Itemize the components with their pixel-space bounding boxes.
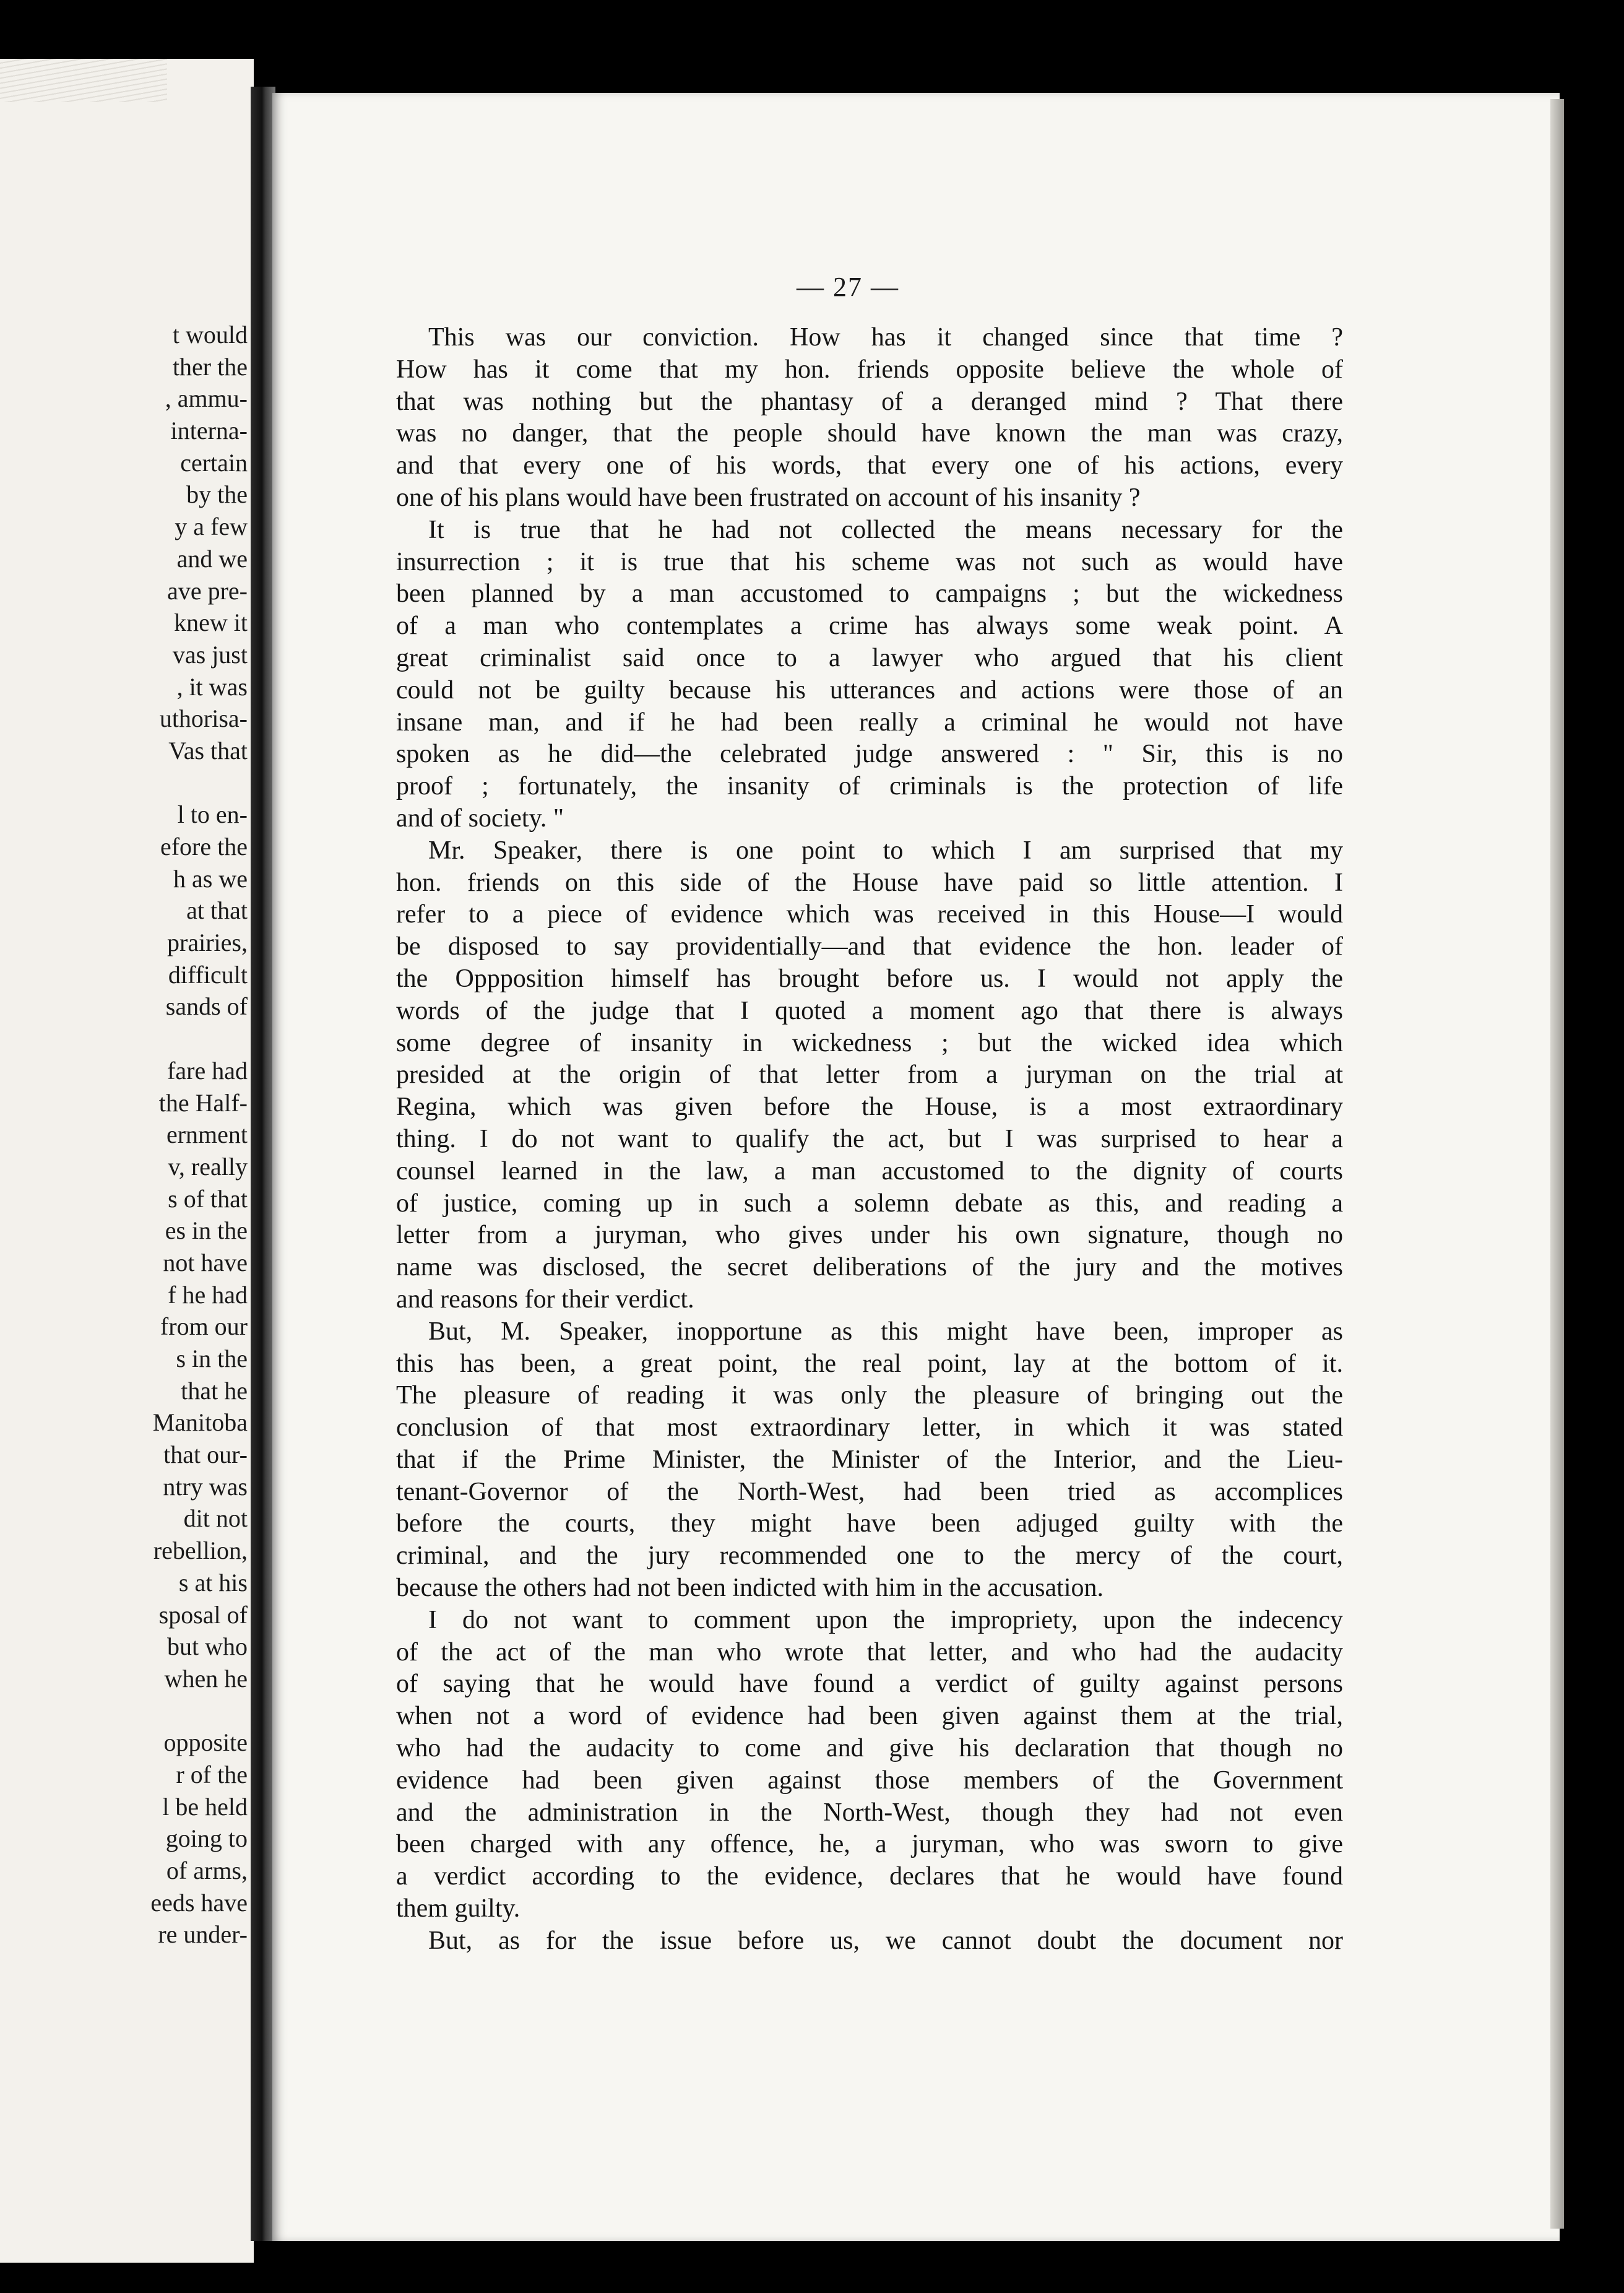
text-line: of saying that he would have found a verdict of guilty against persons: [396, 1670, 1343, 1699]
previous-page-line: that he: [181, 1376, 248, 1405]
text-line: and reasons for their verdict.: [396, 1285, 694, 1314]
previous-page-line: at that: [186, 896, 248, 925]
text-line: and of society. ": [396, 804, 564, 833]
text-line: This was our conviction. How has it changed since that time ?: [428, 323, 1343, 352]
text-line: who had the audacity to come and give his declaration that though no: [396, 1734, 1343, 1763]
text-line: It is true that he had not collected the means necessary for the: [428, 515, 1343, 544]
previous-page-line: ernment: [166, 1120, 248, 1149]
previous-page-line: fare had: [167, 1056, 248, 1085]
previous-page-line: difficult: [168, 960, 248, 989]
previous-page-line: [0, 767, 248, 799]
previous-page-line: sposal of: [158, 1600, 248, 1629]
text-line: that was nothing but the phantasy of a deranged mind ? That there: [396, 387, 1343, 416]
text-line: of justice, coming up in such a solemn debate as this, and reading a: [396, 1189, 1343, 1218]
previous-page-line: re under-: [158, 1920, 248, 1949]
text-line: a verdict according to the evidence, declares that he would have found: [396, 1862, 1343, 1891]
text-line: was no danger, that the people should have known the man was crazy,: [396, 419, 1343, 448]
previous-page-line: sands of: [165, 992, 248, 1021]
previous-page-line: l be held: [162, 1792, 248, 1821]
previous-page-line: uthorisa-: [159, 704, 248, 733]
previous-page-line: t would: [172, 321, 248, 349]
text-line: them guilty.: [396, 1894, 520, 1923]
page-number: — 27 —: [797, 272, 899, 302]
text-line: evidence had been given against those members of the Government: [396, 1766, 1343, 1795]
body-text: [396, 322, 1343, 1957]
previous-page-line: going to: [165, 1824, 248, 1853]
previous-page-line: rebellion,: [153, 1537, 248, 1565]
previous-page-line: , it was: [176, 672, 248, 701]
text-line: The pleasure of reading it was only the pleasure of bringing out the: [396, 1381, 1343, 1410]
text-line: conclusion of that most extraordinary letter, in which it was stated: [396, 1413, 1343, 1442]
previous-page-line: efore the: [160, 833, 248, 860]
previous-page: [0, 59, 254, 2263]
text-line: name was disclosed, the secret deliberations of the jury and the motives: [396, 1253, 1343, 1282]
book-gutter: [251, 87, 275, 2241]
text-line: insane man, and if he had been really a criminal he would not have: [396, 708, 1343, 737]
previous-page-line: and we: [176, 544, 248, 573]
previous-page-line: s of that: [168, 1184, 248, 1213]
text-line: and the administration in the North-West, though they had not even: [396, 1798, 1343, 1827]
text-line: letter from a juryman, who gives under his own signature, though no: [396, 1221, 1343, 1250]
previous-page-line: y a few: [175, 513, 248, 541]
text-line: thing. I do not want to qualify the act, but I was surprised to hear a: [396, 1124, 1343, 1153]
text-line: because the others had not been indicted with him in the accusation.: [396, 1574, 1104, 1603]
previous-page-line: that our-: [163, 1441, 248, 1469]
text-line: could not be guilty because his utterances and actions were those of an: [396, 675, 1343, 704]
previous-page-line: dit not: [183, 1504, 248, 1533]
text-line: words of the judge that I quoted a moment ago that there is always: [396, 996, 1343, 1025]
text-line: hon. friends on this side of the House have paid so little attention. I: [396, 868, 1343, 897]
previous-page-line: vas just: [172, 640, 248, 669]
text-line: one of his plans would have been frustrated on account of his insanity ?: [396, 483, 1141, 512]
text-line: proof ; fortunately, the insanity of criminals is the protection of life: [396, 772, 1343, 801]
previous-page-line: h as we: [173, 864, 248, 893]
previous-page-line: r of the: [176, 1760, 248, 1788]
text-line: Regina, which was given before the House, is a most extraordinary: [396, 1093, 1343, 1122]
text-line: been charged with any offence, he, a juryman, who was sworn to give: [396, 1830, 1343, 1859]
previous-page-line: ther the: [172, 352, 248, 381]
text-line: this has been, a great point, the real point, lay at the bottom of it.: [396, 1349, 1343, 1378]
previous-page-line: not have: [163, 1248, 248, 1277]
text-line: when not a word of evidence had been given against them at the trial,: [396, 1702, 1343, 1731]
previous-page-line: eeds have: [150, 1888, 248, 1917]
text-line: Mr. Speaker, there is one point to which I am surprised that my: [428, 836, 1343, 865]
previous-page-line: v, really: [168, 1152, 248, 1181]
previous-page-line: [0, 1023, 248, 1055]
previous-page-line: when he: [164, 1664, 248, 1693]
previous-page-line: prairies,: [167, 929, 248, 957]
previous-page-line: , ammu-: [165, 384, 248, 413]
text-line: and that every one of his words, that every one of his actions, every: [396, 451, 1343, 480]
torn-paper-edge: [0, 59, 167, 102]
previous-page-line: knew it: [174, 609, 248, 637]
previous-page-line: interna-: [170, 417, 248, 445]
text-line: of a man who contemplates a crime has always some weak point. A: [396, 612, 1343, 641]
previous-page-line: certain: [180, 448, 248, 477]
page-edge-shadow: [1550, 99, 1564, 2229]
text-line: of the act of the man who wrote that letter, and who had the audacity: [396, 1637, 1343, 1667]
previous-page-line: Vas that: [168, 736, 248, 765]
previous-page-line: f he had: [168, 1280, 248, 1309]
previous-page-line: l to en-: [177, 800, 248, 829]
text-line: the Oppposition himself has brought before us. I would not apply the: [396, 964, 1343, 993]
previous-page-text: [0, 319, 248, 1951]
previous-page-line: opposite: [163, 1728, 248, 1757]
previous-page-line: by the: [186, 480, 248, 509]
text-line: criminal, and the jury recommended one to the mercy of the court,: [396, 1541, 1343, 1571]
previous-page-line: Manitoba: [152, 1408, 248, 1437]
previous-page-line: es in the: [165, 1216, 248, 1245]
text-line: spoken as he did—the celebrated judge answered : " Sir, this is no: [396, 740, 1343, 769]
previous-page-line: but who: [167, 1632, 248, 1661]
text-line: insurrection ; it is true that his scheme was not such as would have: [396, 547, 1343, 576]
text-line: some degree of insanity in wickedness ; but the wicked idea which: [396, 1028, 1343, 1057]
previous-page-line: from our: [160, 1312, 248, 1341]
previous-page-line: s in the: [176, 1345, 248, 1372]
text-line: been planned by a man accustomed to campaigns ; but the wickedness: [396, 579, 1343, 609]
previous-page-line: of arms,: [166, 1857, 248, 1884]
text-line: presided at the origin of that letter from a juryman on the trial at: [396, 1060, 1343, 1090]
text-line: tenant-Governor of the North-West, had been tried as accomplices: [396, 1477, 1343, 1506]
text-line: great criminalist said once to a lawyer who argued that his client: [396, 643, 1343, 672]
text-line: that if the Prime Minister, the Minister of the Interior, and the Lieu-: [396, 1445, 1343, 1474]
text-line: But, M. Speaker, inopportune as this might have been, improper as: [428, 1317, 1343, 1346]
text-line: I do not want to comment upon the impropriety, upon the indecency: [428, 1605, 1343, 1634]
previous-page-line: ave pre-: [167, 576, 248, 605]
text-line: But, as for the issue before us, we cannot doubt the document nor: [428, 1926, 1343, 1955]
previous-page-line: the Half-: [158, 1088, 248, 1117]
text-line: refer to a piece of evidence which was received in this House—I would: [396, 900, 1343, 929]
previous-page-line: [0, 1695, 248, 1727]
previous-page-line: s at his: [178, 1568, 248, 1597]
text-line: counsel learned in the law, a man accustomed to the dignity of courts: [396, 1156, 1343, 1186]
previous-page-line: ntry was: [163, 1472, 248, 1501]
text-line: before the courts, they might have been adjuged guilty with the: [396, 1509, 1343, 1538]
text-line: How has it come that my hon. friends opposite believe the whole of: [396, 355, 1343, 384]
text-line: be disposed to say providentially—and that evidence the hon. leader of: [396, 932, 1343, 961]
